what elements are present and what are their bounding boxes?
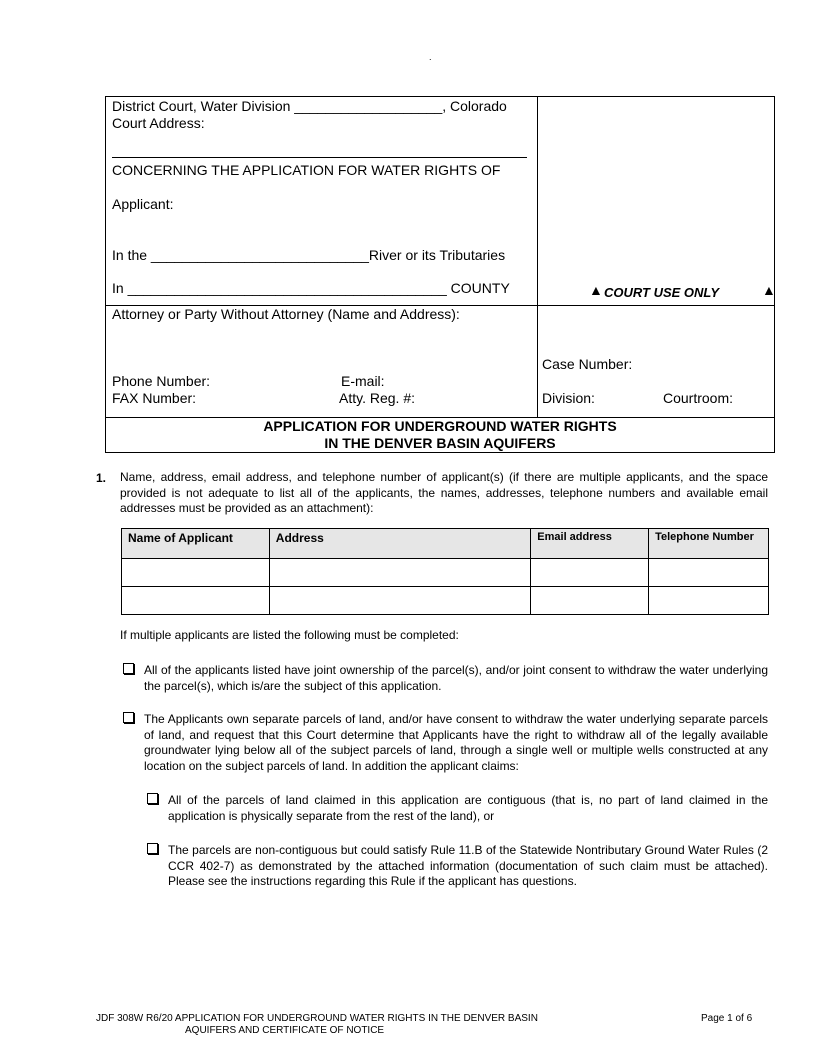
case-number-label: Case Number: bbox=[542, 356, 633, 372]
phone-label: Phone Number: bbox=[112, 373, 211, 389]
contiguous-checkbox[interactable] bbox=[147, 793, 158, 804]
cell-name[interactable] bbox=[122, 587, 270, 615]
court-use-only: COURT USE ONLY bbox=[604, 285, 720, 300]
court-line: District Court, Water Division ___________________, Colorado bbox=[112, 98, 507, 114]
caption-divider-vertical bbox=[537, 97, 538, 417]
footer-form-id-line2: AQUIFERS AND CERTIFICATE OF NOTICE bbox=[185, 1025, 385, 1036]
contiguous-text: All of the parcels of land claimed in this application are contiguous (that is, no part of land claimed in the application is physically separate from the rest of the land), or bbox=[168, 793, 768, 823]
table-row bbox=[122, 559, 769, 587]
form-title-line1: APPLICATION FOR UNDERGROUND WATER RIGHTS bbox=[263, 418, 617, 434]
cell-email[interactable] bbox=[531, 559, 649, 587]
court-address-label: Court Address: bbox=[112, 115, 205, 131]
email-label: E-mail: bbox=[341, 373, 385, 389]
noncontiguous-checkbox[interactable] bbox=[147, 843, 158, 854]
caption-box bbox=[105, 96, 775, 453]
noncontiguous-text: The parcels are non-contiguous but could satisfy Rule 11.B of the Statewide Nontributary Ground Water Rules (2 CCR 402-7) as demonstrated by the attached information (documentation of such claim must be attached). Please see the instructions regarding this Rule if the applicant has questions. bbox=[168, 843, 768, 889]
header-telephone: Telephone Number bbox=[649, 529, 769, 559]
footer-form-id: JDF 308W R6/20 APPLICATION FOR UNDERGROUND WATER RIGHTS IN THE DENVER BASIN bbox=[96, 1013, 538, 1024]
court-address-underline bbox=[112, 157, 527, 158]
county-line: In _________________________________________ COUNTY bbox=[112, 280, 510, 296]
fax-label: FAX Number: bbox=[112, 390, 197, 406]
attorney-label: Attorney or Party Without Attorney (Name and Address): bbox=[112, 306, 460, 322]
table-header-row bbox=[122, 529, 769, 559]
river-line: In the ____________________________River or its Tributaries bbox=[112, 247, 506, 263]
joint-text: All of the applicants listed have joint ownership of the parcel(s), and/or joint consent to withdraw the water underlying the parcel(s), which is/are the subject of this application. bbox=[144, 663, 768, 693]
up-triangle-icon: ▲ bbox=[589, 282, 603, 298]
concerning-line: CONCERNING THE APPLICATION FOR WATER RIGHTS OF bbox=[112, 162, 501, 178]
cell-address[interactable] bbox=[269, 559, 530, 587]
separate-checkbox[interactable] bbox=[123, 712, 134, 723]
applicant-label: Applicant: bbox=[112, 196, 174, 212]
cell-name[interactable] bbox=[122, 559, 270, 587]
cell-telephone[interactable] bbox=[649, 587, 769, 615]
footer-page: Page 1 of 6 bbox=[701, 1013, 753, 1024]
item1-text: Name, address, email address, and telephone number of applicant(s) (if there are multiple applicants, and the space provided is not adequate to list all of the applicants, the names, addresses, telephone numbers and available email addresses must be provided as an attachment): bbox=[120, 470, 768, 516]
item-number: 1. bbox=[96, 471, 107, 485]
header-email: Email address bbox=[531, 529, 649, 559]
form-title bbox=[106, 418, 774, 452]
courtroom-label: Courtroom: bbox=[663, 390, 734, 406]
table-row bbox=[122, 587, 769, 615]
joint-checkbox[interactable] bbox=[123, 663, 134, 674]
up-triangle-icon: ▲ bbox=[762, 282, 776, 298]
multiple-intro: If multiple applicants are listed the following must be completed: bbox=[120, 628, 459, 642]
division-label: Division: bbox=[542, 390, 595, 406]
atty-reg-label: Atty. Reg. #: bbox=[339, 390, 415, 406]
header-address: Address bbox=[269, 529, 530, 559]
separate-text: The Applicants own separate parcels of land, and/or have consent to withdraw the water underlying separate parcels of land, and request that this Court determine that Applicants have the right to withdraw all of the legally available groundwater lying below all of the subject parcels of land, through a single well or multiple wells constructed at any location on the subject parcels of land. In addition the applicant claims: bbox=[144, 712, 768, 774]
cell-telephone[interactable] bbox=[649, 559, 769, 587]
applicants-table bbox=[121, 528, 769, 615]
cell-email[interactable] bbox=[531, 587, 649, 615]
page-dot: . bbox=[429, 52, 432, 62]
cell-address[interactable] bbox=[269, 587, 530, 615]
form-title-line2: IN THE DENVER BASIN AQUIFERS bbox=[324, 435, 556, 451]
header-name: Name of Applicant bbox=[122, 529, 270, 559]
